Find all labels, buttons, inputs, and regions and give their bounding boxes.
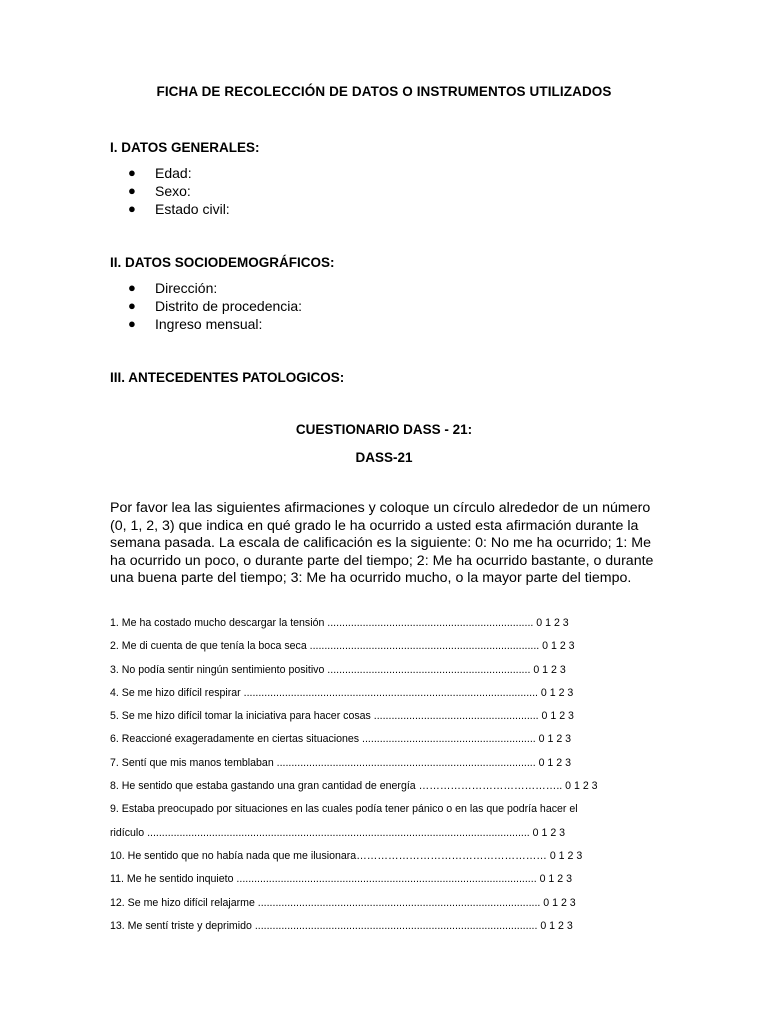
bullet-icon: ● <box>128 165 136 180</box>
question-item: 3. No podía sentir ningún sentimiento positivo ..................................................................... 0 1 2 3 <box>110 663 566 676</box>
list-item: ● Dirección: <box>128 280 218 296</box>
question-item: 7. Sentí que mis manos temblaban ........................................................................................ 0 1 2 3 <box>110 756 571 769</box>
question-item: 8. He sentido que estaba gastando una gran cantidad de energía ………………………………….. 0 1 2 3 <box>110 780 598 793</box>
question-item: ridículo .................................................................................................................................. 0 1 2 3 <box>110 826 566 839</box>
general-data-list <box>128 164 230 218</box>
section-sociodemographic-heading: II. DATOS SOCIODEMOGRÁFICOS: <box>110 255 335 270</box>
question-item: 5. Se me hizo difícil tomar la iniciativa para hacer cosas ........................................................ 0 1 2 3 <box>110 710 574 723</box>
list-item: ● Sexo: <box>128 183 191 199</box>
question-item: 12. Se me hizo difícil relajarme ................................................................................................ 0 1 2 3 <box>110 896 576 909</box>
questionnaire-subtitle: DASS-21 <box>355 450 413 465</box>
section-pathological-history-heading: III. ANTECEDENTES PATOLOGICOS: <box>110 370 345 385</box>
sociodemographic-list <box>128 279 302 333</box>
bullet-icon: ● <box>128 280 136 295</box>
list-item: ● Ingreso mensual: <box>128 316 263 332</box>
bullet-icon: ● <box>128 183 136 198</box>
bullet-icon: ● <box>128 298 136 313</box>
bullet-icon: ● <box>128 201 136 216</box>
section-general-data-heading: I. DATOS GENERALES: <box>110 140 260 155</box>
bullet-icon: ● <box>128 316 136 331</box>
question-item: 6. Reaccioné exageradamente en ciertas situaciones ........................................................... 0 1 2 3 <box>110 733 572 746</box>
question-item: 4. Se me hizo difícil respirar .................................................................................................... 0 1 2 3 <box>110 686 574 699</box>
questionnaire-instructions: Por favor lea las siguientes afirmaciones y coloque un círculo alrededor de un número (0, 1, 2, 3) que indica en qué grado le ha ocurrido a usted esta afirmación durante la semana pasada. La escala de calificación es la siguiente: 0: No me ha ocurrido; 1: Me ha ocurrido un poco, o durante parte del tiempo; 2: Me ha ocurrido bastante, o durante una buena parte del tiempo; 3: Me ha ocurrido mucho, o la mayor parte del tiempo. <box>110 500 654 586</box>
list-item: ● Distrito de procedencia: <box>128 298 303 314</box>
questionnaire-title: CUESTIONARIO DASS - 21: <box>295 422 473 437</box>
question-item: 1. Me ha costado mucho descargar la tensión ...................................................................... 0 1 2 3 <box>110 617 569 629</box>
document-title: FICHA DE RECOLECCIÓN DE DATOS O INSTRUMENTOS UTILIZADOS <box>156 84 612 99</box>
question-item: 9. Estaba preocupado por situaciones en las cuales podía tener pánico o en las que podría hacer el <box>110 803 578 816</box>
list-item: ● Edad: <box>128 165 192 181</box>
question-item: 2. Me di cuenta de que tenía la boca seca .............................................................................. 0 1 2 3 <box>110 640 575 653</box>
list-item: ● Estado civil: <box>128 201 230 217</box>
question-item: 10. He sentido que no había nada que me ilusionara……………………………………………… 0 1 2 3 <box>110 849 583 862</box>
question-item: 13. Me sentí triste y deprimido ................................................................................................ 0 1 2 3 <box>110 919 573 932</box>
question-item: 11. Me he sentido inquieto ...................................................................................................... 0 1 2 3 <box>110 873 572 886</box>
questionnaire-items <box>110 612 598 938</box>
